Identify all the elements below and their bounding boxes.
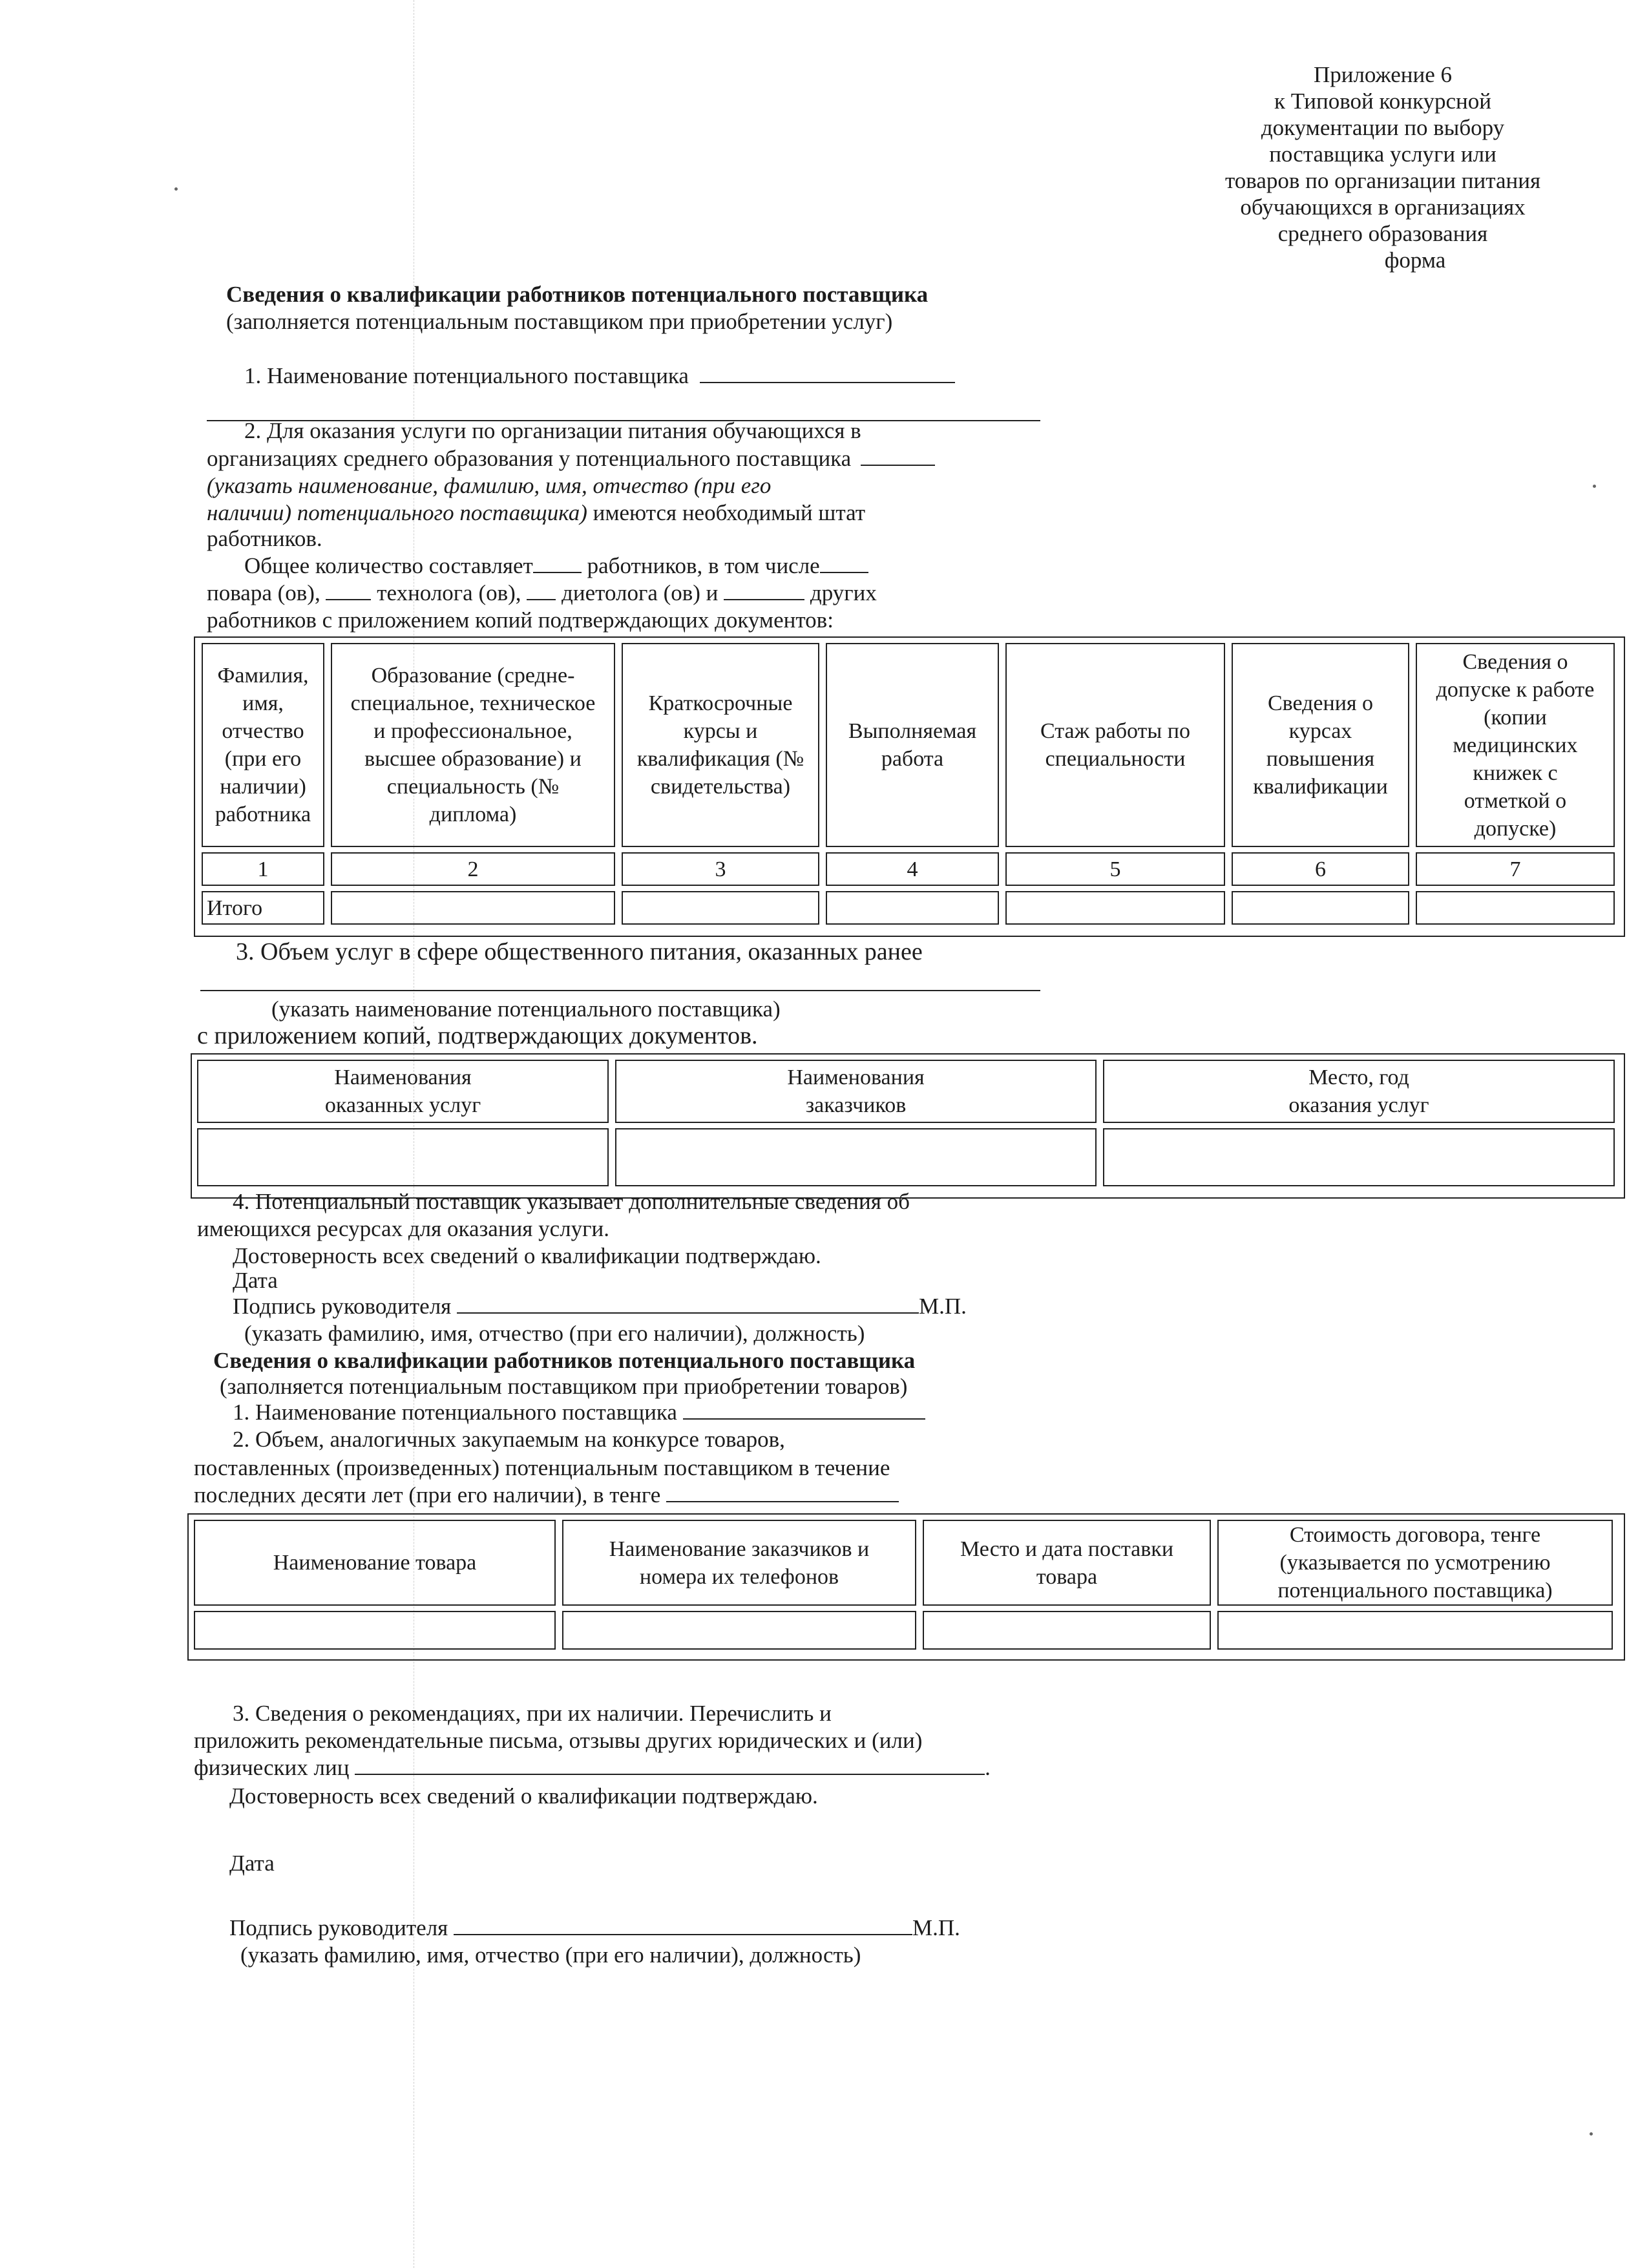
including-blank[interactable]	[820, 554, 868, 573]
count-text: работников, в том числе	[581, 553, 820, 578]
section1-sign	[233, 1292, 967, 1320]
section2-item3-line1: 3. Сведения о рекомендациях, при их наличии. Перечислить и	[233, 1701, 832, 1726]
section1-item1	[244, 362, 955, 390]
staff-col-number: 2	[331, 852, 615, 886]
sign-label: Подпись руководителя	[229, 1915, 454, 1940]
section1-item2-line4: работников.	[207, 526, 322, 551]
count-text: других	[804, 580, 877, 605]
section1-item3: 3. Объем услуг в сфере общественного питания, оказанных ранее	[236, 938, 923, 965]
section2-sign	[229, 1914, 960, 1942]
staff-count-line3: работников с приложением копий подтверждающих документов:	[207, 607, 834, 633]
appendix-line: товаров по организации питания	[1224, 168, 1541, 193]
services-empty-cell[interactable]	[615, 1128, 1097, 1186]
staff-col-number: 7	[1416, 852, 1615, 886]
section1-item2-line2	[207, 445, 935, 472]
staff-col-header: Стаж работы по специальности	[1005, 643, 1225, 847]
section2-item1	[233, 1398, 925, 1426]
section2-item2-line1: 2. Объем, аналогичных закупаемым на конкурсе товаров,	[233, 1427, 785, 1452]
appendix-line: документации по выбору	[1261, 115, 1505, 140]
services-col-header: Наименования оказанных услуг	[197, 1060, 609, 1123]
section1-item3-hint: (указать наименование потенциального поставщика)	[271, 996, 781, 1022]
count-text: повара (ов),	[207, 580, 326, 605]
section2-subtitle: (заполняется потенциальным поставщиком при приобретении товаров)	[220, 1374, 908, 1399]
staff-col-header: Образование (средне- специальное, техническое и профессиональное, высшее образование) и специальность (№ диплома)	[331, 643, 615, 847]
sign-label: Подпись руководителя	[233, 1294, 457, 1319]
section2-date: Дата	[229, 1851, 275, 1876]
section2-item2-line3	[194, 1481, 899, 1509]
staff-col-header: Сведения о курсах повышения квалификации	[1232, 643, 1409, 847]
signature-blank[interactable]	[457, 1294, 919, 1314]
staff-total-cell[interactable]	[826, 891, 999, 925]
appendix-header	[1189, 61, 1577, 273]
goods-col-header: Наименование заказчиков и номера их телефонов	[562, 1520, 916, 1606]
staff-col-number: 5	[1005, 852, 1225, 886]
services-col-header: Место, год оказания услуг	[1103, 1060, 1615, 1123]
section1-item4-line2: имеющихся ресурсах для оказания услуги.	[197, 1216, 609, 1241]
section2-sign-hint: (указать фамилию, имя, отчество (при его наличии), должность)	[240, 1942, 861, 1968]
staff-col-header: Краткосрочные курсы и квалификация (№ свидетельства)	[622, 643, 819, 847]
staff-total-cell[interactable]	[1005, 891, 1225, 925]
item1-label: 1. Наименование потенциального поставщика	[244, 363, 689, 388]
signature-blank[interactable]	[454, 1916, 912, 1935]
section1-item4-line1: 4. Потенциальный поставщик указывает дополнительные сведения об	[233, 1189, 910, 1214]
goods-empty-cell[interactable]	[1217, 1611, 1613, 1650]
appendix-line: форма	[1384, 247, 1446, 273]
technologists-blank[interactable]	[527, 581, 556, 600]
supplier-name-blank[interactable]	[683, 1400, 925, 1420]
section2-confirm: Достоверность всех сведений о квалификации подтверждаю.	[229, 1783, 818, 1809]
goods-table	[187, 1513, 1625, 1661]
appendix-line: поставщика услуги или	[1269, 142, 1497, 167]
goods-col-header: Стоимость договора, тенге (указывается по усмотрению потенциального поставщика)	[1217, 1520, 1613, 1606]
supplier-blank[interactable]	[861, 446, 935, 466]
appendix-line: среднего образования	[1277, 221, 1488, 246]
scan-speck	[1590, 2132, 1593, 2136]
goods-empty-cell[interactable]	[194, 1611, 556, 1650]
staff-count-line1	[244, 552, 868, 580]
staff-total-label: Итого	[202, 891, 324, 925]
italic-hint: наличии) потенциального поставщика)	[207, 500, 587, 525]
staff-col-number: 4	[826, 852, 999, 886]
goods-empty-cell[interactable]	[923, 1611, 1211, 1650]
volume-blank[interactable]	[666, 1483, 899, 1502]
services-table	[191, 1053, 1625, 1199]
section2-item3-line2: приложить рекомендательные письма, отзывы других юридических и (или)	[194, 1728, 923, 1753]
appendix-line: обучающихся в организациях	[1240, 194, 1526, 220]
staff-table	[194, 636, 1625, 937]
staff-total-cell[interactable]	[622, 891, 819, 925]
staff-total-cell[interactable]	[1416, 891, 1615, 925]
stamp-label: М.П.	[919, 1294, 967, 1319]
recommendations-blank[interactable]	[355, 1756, 985, 1775]
section1-subtitle: (заполняется потенциальным поставщиком при приобретении услуг)	[226, 309, 893, 334]
scan-speck	[174, 187, 178, 191]
services-empty-cell[interactable]	[1103, 1128, 1615, 1186]
section2-item3-line3	[194, 1754, 991, 1781]
count-text: диетолога (ов) и	[556, 580, 724, 605]
section2-title: Сведения о квалификации работников потенциального поставщика	[213, 1348, 916, 1373]
staff-count-line2	[207, 579, 877, 607]
supplier-name-blank[interactable]	[700, 364, 955, 383]
appendix-line: Приложение 6	[1313, 62, 1453, 87]
staff-col-number: 6	[1232, 852, 1409, 886]
item2-text: последних десяти лет (при его наличии), в тенге	[194, 1482, 667, 1507]
dieticians-blank[interactable]	[724, 581, 804, 600]
staff-total-cell[interactable]	[1232, 891, 1409, 925]
staff-col-header: Фамилия, имя, отчество (при его наличии) работника	[202, 643, 324, 847]
section2-item2-line2: поставленных (произведенных) потенциальным поставщиком в течение	[194, 1455, 890, 1480]
count-text: технолога (ов),	[371, 580, 527, 605]
stamp-label: М.П.	[912, 1915, 960, 1940]
staff-total-cell[interactable]	[331, 891, 615, 925]
supplier-name-line[interactable]	[200, 990, 1040, 991]
period: .	[985, 1755, 991, 1780]
cooks-blank[interactable]	[326, 581, 371, 600]
section1-item2-line1: 2. Для оказания услуги по организации питания обучающихся в	[244, 418, 861, 443]
goods-col-header: Наименование товара	[194, 1520, 556, 1606]
section1-item3-tail: с приложением копий, подтверждающих документов.	[197, 1022, 758, 1049]
section1-date: Дата	[233, 1268, 278, 1293]
staff-col-number: 1	[202, 852, 324, 886]
staff-col-number: 3	[622, 852, 819, 886]
section1-item2-italic1: (указать наименование, фамилию, имя, отчество (при его	[207, 473, 772, 498]
goods-col-header: Место и дата поставки товара	[923, 1520, 1211, 1606]
staff-col-header: Выполняемая работа	[826, 643, 999, 847]
section1-title: Сведения о квалификации работников потенциального поставщика	[226, 282, 929, 307]
services-empty-cell[interactable]	[197, 1128, 609, 1186]
section1-confirm: Достоверность всех сведений о квалификации подтверждаю.	[233, 1243, 821, 1268]
scan-speck	[1593, 485, 1596, 488]
appendix-line: к Типовой конкурсной	[1274, 89, 1491, 114]
item2-tail: имеются необходимый штат	[587, 500, 866, 525]
staff-col-header: Сведения о допуске к работе (копии медицинских книжек с отметкой о допуске)	[1416, 643, 1615, 847]
item1-label: 1. Наименование потенциального поставщика	[233, 1400, 683, 1425]
item3-text: физических лиц	[194, 1755, 355, 1780]
section1-sign-hint: (указать фамилию, имя, отчество (при его наличии), должность)	[244, 1321, 865, 1346]
section1-item2-line3	[207, 499, 865, 527]
services-col-header: Наименования заказчиков	[615, 1060, 1097, 1123]
item2-text: организациях среднего образования у потенциального поставщика	[207, 446, 852, 471]
count-text: Общее количество составляет	[244, 553, 533, 578]
total-count-blank[interactable]	[533, 554, 582, 573]
goods-empty-cell[interactable]	[562, 1611, 916, 1650]
